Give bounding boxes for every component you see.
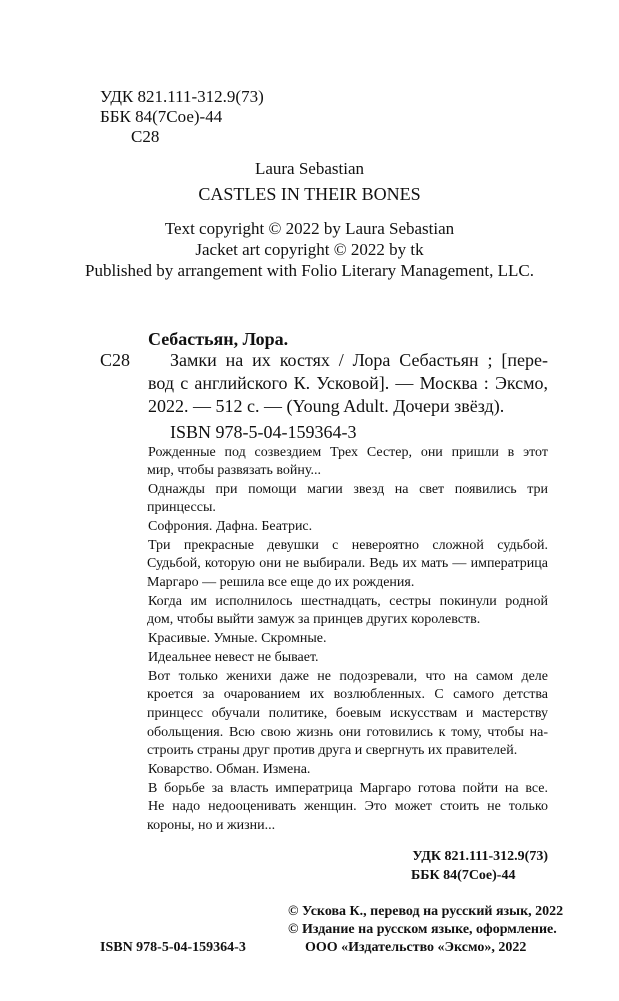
annotation-line: строить страны друг против друга и свергнуть их правителей.	[147, 743, 518, 758]
annotation-line: Коварство. Обман. Измена.	[148, 762, 311, 777]
annotation-line: Вот только женихи даже не подозревали, что на самом деле	[148, 669, 548, 684]
udk-code: УДК 821.111-312.9(73)	[100, 87, 264, 106]
catalog-line: вод с английского К. Усковой]. — Москва : Эксмо,	[148, 373, 548, 393]
annotation-line: Идеальнее невест не бывает.	[148, 650, 319, 665]
catalog-sign: С28	[100, 350, 131, 370]
original-author: Laura Sebastian	[254, 159, 365, 178]
annotation-line: принцесс обучали политике, боевым искусствам и мастерству	[147, 706, 548, 721]
copyright-translation: © Ускова К., перевод на русский язык, 2022	[288, 904, 564, 919]
copyright-text: Text copyright © 2022 by Laura Sebastian	[164, 219, 455, 238]
published-by: Published by arrangement with Folio Literary Management, LLC.	[85, 261, 534, 280]
footer-isbn: ISBN 978-5-04-159364-3	[100, 940, 246, 955]
annotation-line: Маргаро — решила все еще до их рождения.	[147, 575, 415, 590]
annotation-line: Не надо недооценивать женщин. Это может стоить не только	[148, 799, 548, 814]
annotation-line: обольщения. Всю свою жизнь они готовились к тому, чтобы на-	[147, 725, 548, 740]
copyright-jacket: Jacket art copyright © 2022 by tk	[195, 240, 424, 259]
footer-bbk: ББК 84(7Сое)-44	[411, 868, 516, 883]
original-title: CASTLES IN THEIR BONES	[198, 184, 421, 204]
bbk-code: ББК 84(7Сое)-44	[100, 107, 223, 126]
annotation-line: Рожденные под созвездием Трех Сестер, они пришли в этот	[148, 445, 548, 460]
annotation-line: дом, чтобы выйти замуж за принцев других королевств.	[147, 612, 481, 627]
annotation-line: Когда им исполнилось шестнадцать, сестры покинули родной	[148, 594, 548, 609]
copyright-edition: © Издание на русском языке, оформление.	[288, 922, 557, 937]
annotation-line: Судьбой, которую они не выбирали. Ведь их мать — императрица	[147, 556, 548, 571]
catalog-author: Себастьян, Лора.	[148, 329, 289, 349]
publisher-copyright: ООО «Издательство «Эксмо», 2022	[305, 940, 527, 955]
annotation-line: Три прекрасные девушки с невероятно сложной судьбой.	[148, 538, 548, 553]
catalog-line: Замки на их костях / Лора Себастьян ; [пере-	[170, 350, 548, 370]
catalog-line: 2022. — 512 с. — (Young Adult. Дочери звёзд).	[148, 396, 505, 416]
annotation-line: Однажды при помощи магии звезд на свет появились три	[148, 482, 548, 497]
annotation-line: В борьбе за власть императрица Маргаро готова пойти на все.	[148, 781, 548, 796]
footer-udk: УДК 821.111-312.9(73)	[412, 849, 548, 864]
annotation-line: принцессы.	[147, 500, 216, 515]
annotation-line: мир, чтобы развязать войну...	[147, 463, 321, 478]
annotation-line: Красивые. Умные. Скромные.	[148, 631, 327, 646]
annotation-line: короны, но и жизни...	[147, 818, 276, 833]
annotation-line: кроется за очарованием их возлюбленных. С самого детства	[147, 687, 548, 702]
annotation-line: Софрония. Дафна. Беатрис.	[148, 519, 313, 534]
author-sign: С28	[131, 127, 160, 146]
catalog-isbn: ISBN 978-5-04-159364-3	[170, 422, 357, 442]
